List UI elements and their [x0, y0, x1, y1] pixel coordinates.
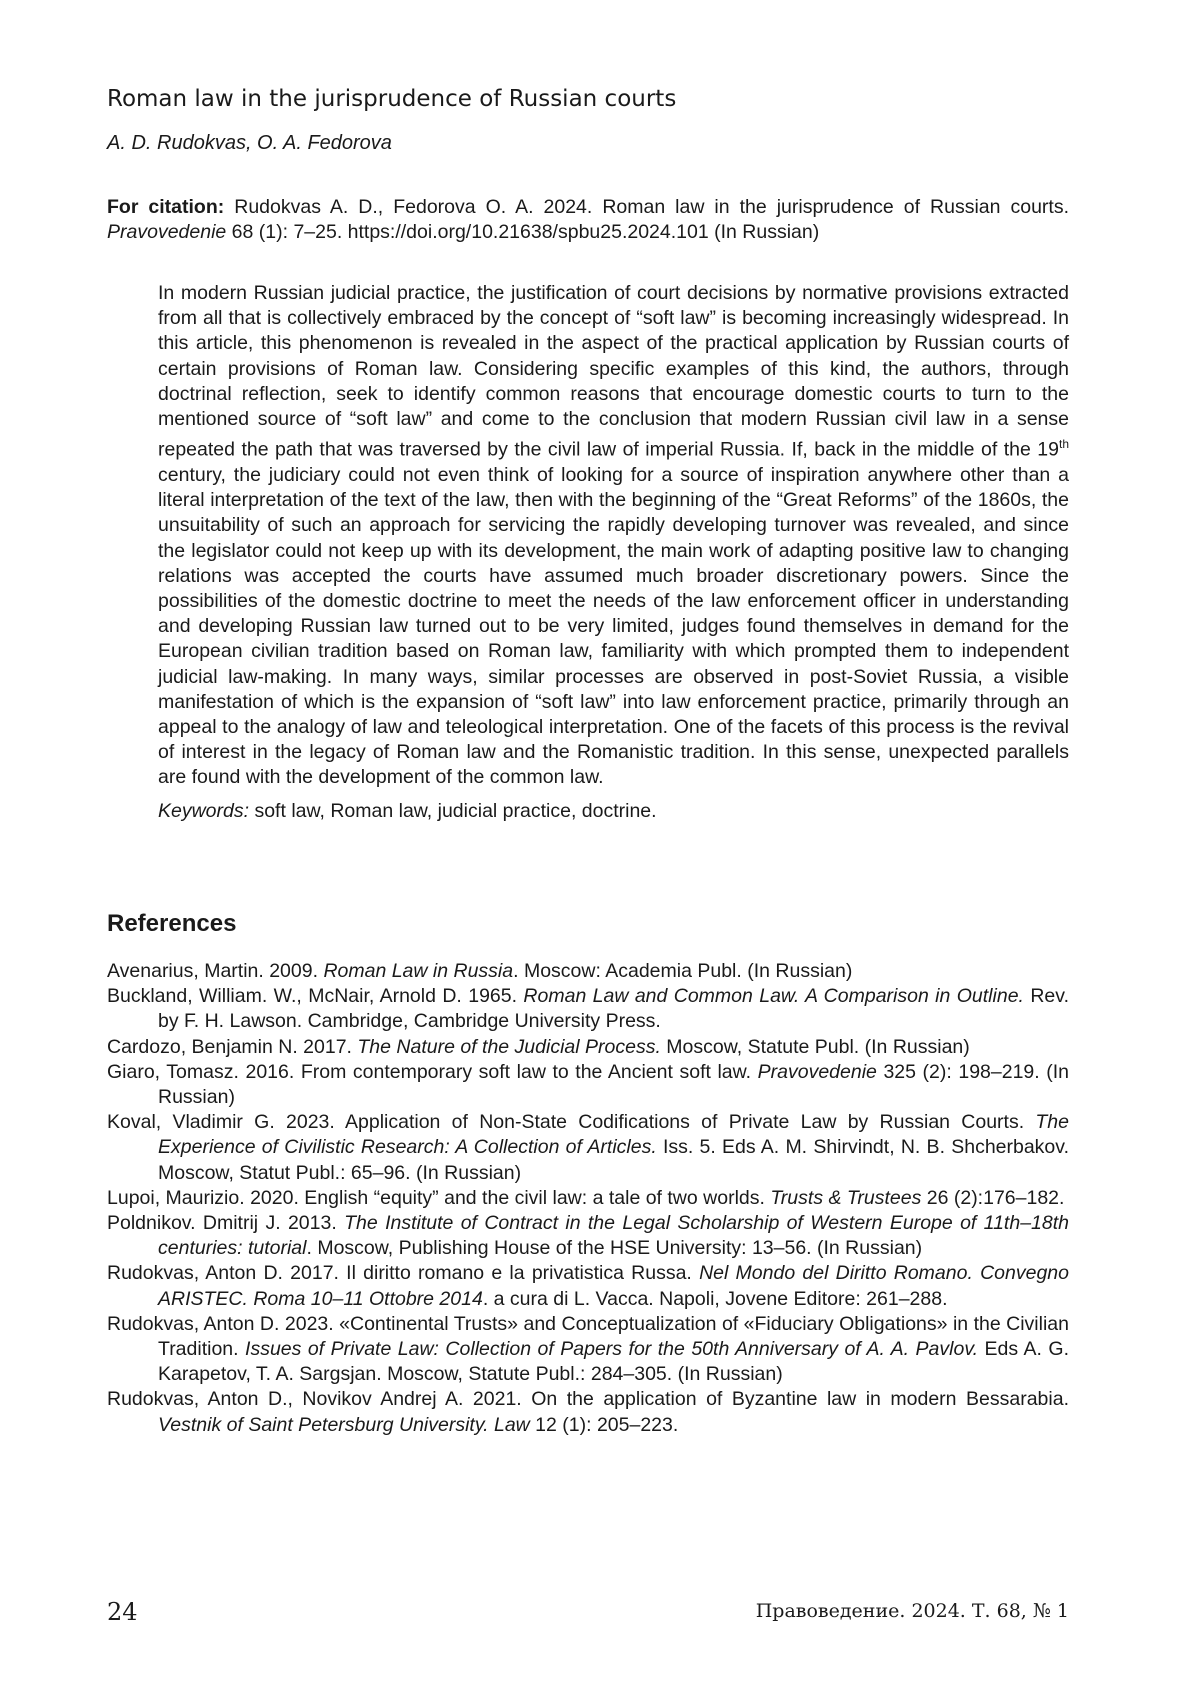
- citation-label: For citation:: [107, 196, 225, 218]
- reference-item: [107, 1211, 1069, 1261]
- reference-text: Poldnikov. Dmitrij J. 2013.: [107, 1212, 345, 1235]
- citation-block: [107, 195, 1069, 245]
- citation-text-after: 68 (1): 7–25. https://doi.org/10.21638/spbu25.2024.101 (In Russian): [226, 221, 820, 243]
- reference-item: [107, 959, 1069, 984]
- reference-text: Lupoi, Maurizio. 2020. English “equity” and the civil law: a tale of two worlds.: [107, 1186, 771, 1209]
- reference-item: [107, 1060, 1069, 1110]
- reference-item: [107, 1312, 1069, 1388]
- reference-text: Avenarius, Martin. 2009.: [107, 960, 324, 982]
- journal-footer: Правоведение. 2024. Т. 68, № 1: [755, 1600, 1069, 1622]
- reference-details: 325 (2): 198–219. (In Russian): [158, 1060, 1070, 1109]
- keywords-text: soft law, Roman law, judicial practice, doctrine.: [249, 799, 657, 822]
- reference-source: The Nature of the Judicial Process.: [357, 1035, 661, 1058]
- reference-details: Rev. by F. H. Lawson. Cambridge, Cambridge University Press.: [158, 985, 1069, 1033]
- reference-item: [107, 1035, 1069, 1060]
- page-number: 24: [107, 1598, 138, 1626]
- abstract-text: [158, 281, 1069, 791]
- article-authors: A. D. Rudokvas, O. A. Fedorova: [107, 132, 392, 154]
- abstract-part-1: In modern Russian judicial practice, the justification of court decisions by normative provisions extracted from all that is collectively embraced by the concept of “soft law” is becoming increasingly widespread. In this article, this phenomenon is revealed in the aspect of the practical application by Russian courts of certain provisions of Roman law. Considering specific examples of this kind, the authors, through doctrinal reflection, seek to identify common reasons that encourage domestic courts to turn to the mentioned source of “soft law” and come to the conclusion that modern Russian civil law in a sense repeated the path that was traversed by the civil law of imperial Russia. If, back in the middle of the 19: [158, 282, 1069, 461]
- reference-text: Koval, Vladimir G. 2023. Application of Non-State Codifications of Private Law by Russian Courts.: [107, 1111, 1036, 1134]
- reference-item: [107, 1186, 1069, 1211]
- reference-details: Moscow, Statute Publ. (In Russian): [660, 1035, 970, 1058]
- reference-text: Giaro, Tomasz. 2016. From contemporary soft law to the Ancient soft law.: [107, 1060, 758, 1083]
- abstract-part-2: century, the judiciary could not even think of looking for a source of inspiration anywhere other than a literal interpretation of the text of the law, then with the beginning of the “Great Reforms” of the 1860s, the unsuitability of such an approach for servicing the rapidly developing turnover was revealed, and since the legislator could not keep up with its development, the main work of adapting positive law to changing relations was accepted the courts have assumed much broader discretionary powers. Since the possibilities of the domestic doctrine to meet the needs of the law enforcement officer in understanding and developing Russian law turned out to be very limited, judges found themselves in demand for the European civilian tradition based on Roman law, familiarity with which prompted them to independent judicial law-making. In many ways, similar processes are observed in post-Soviet Russia, a visible manifestation of which is the expansion of “soft law” into law enforcement practice, primarily through an appeal to the analogy of law and teleological interpretation. One of the facets of this process is the revival of interest in the legacy of Roman law and the Romanistic tradition. In this sense, unexpected parallels are found with the development of the common law.: [158, 463, 1069, 789]
- reference-details: 26 (2):176–182.: [921, 1186, 1065, 1209]
- reference-item: [107, 1387, 1069, 1437]
- keywords-label: Keywords:: [158, 799, 250, 822]
- reference-text: Rudokvas, Anton D. 2023. «Continental Trusts» and Conceptualization of «Fiduciary Obligations» in the Civilian Tradition.: [107, 1312, 1069, 1361]
- references-heading: References: [107, 910, 237, 937]
- keywords: [158, 799, 1069, 824]
- abstract: [158, 281, 1069, 824]
- reference-details: . Moscow, Publishing House of the HSE University: 13–56. (In Russian): [306, 1237, 923, 1260]
- reference-source: The Experience of Civilistic Research: A Collection of Articles.: [158, 1111, 1069, 1159]
- reference-source: Trusts & Trustees: [770, 1186, 922, 1209]
- reference-details: . Moscow: Academia Publ. (In Russian): [513, 960, 853, 982]
- reference-item: [107, 1110, 1069, 1186]
- citation-journal: Pravovedenie: [107, 221, 227, 243]
- reference-details: 12 (1): 205–223.: [529, 1413, 679, 1436]
- reference-details: . a cura di L. Vacca. Napoli, Jovene Editore: 261–288.: [482, 1287, 948, 1310]
- reference-source: Roman Law and Common Law. A Comparison in Outline.: [523, 985, 1024, 1008]
- reference-item: [107, 1261, 1069, 1311]
- reference-text: Rudokvas, Anton D. 2017. Il diritto romano e la privatistica Russa.: [107, 1262, 700, 1285]
- reference-source: Pravovedenie: [757, 1060, 877, 1083]
- reference-source: Nel Mondo del Diritto Romano. Convegno ARISTEC. Roma 10–11 Ottobre 2014: [158, 1262, 1069, 1310]
- reference-details: Iss. 5. Eds A. M. Shirvindt, N. B. Shcherbakov. Moscow, Statut Publ.: 65–96. (In Russian): [158, 1136, 1070, 1184]
- reference-text: Rudokvas, Anton D., Novikov Andrej A. 2021. On the application of Byzantine law in modern Bessarabia.: [107, 1388, 1069, 1411]
- reference-item: [107, 984, 1069, 1034]
- article-title: Roman law in the jurisprudence of Russian courts: [107, 86, 677, 112]
- reference-details: Eds A. G. Karapetov, T. A. Sargsjan. Moscow, Statute Publ.: 284–305. (In Russian): [158, 1338, 1069, 1386]
- abstract-superscript: th: [1058, 437, 1069, 452]
- reference-text: Cardozo, Benjamin N. 2017.: [107, 1035, 358, 1058]
- reference-source: Issues of Private Law: Collection of Papers for the 50th Anniversary of A. A. Pavlov.: [245, 1338, 979, 1361]
- reference-source: The Institute of Contract in the Legal Scholarship of Western Europe of 11th–18th centuries: tutorial: [158, 1212, 1069, 1260]
- citation-text-before: Rudokvas A. D., Fedorova O. A. 2024. Roman law in the jurisprudence of Russian courts.: [224, 196, 1069, 218]
- reference-source: Roman Law in Russia: [323, 960, 514, 982]
- references-list: [107, 959, 1069, 1438]
- reference-source: Vestnik of Saint Petersburg University. Law: [158, 1413, 530, 1436]
- reference-text: Buckland, William. W., McNair, Arnold D. 1965.: [107, 985, 524, 1008]
